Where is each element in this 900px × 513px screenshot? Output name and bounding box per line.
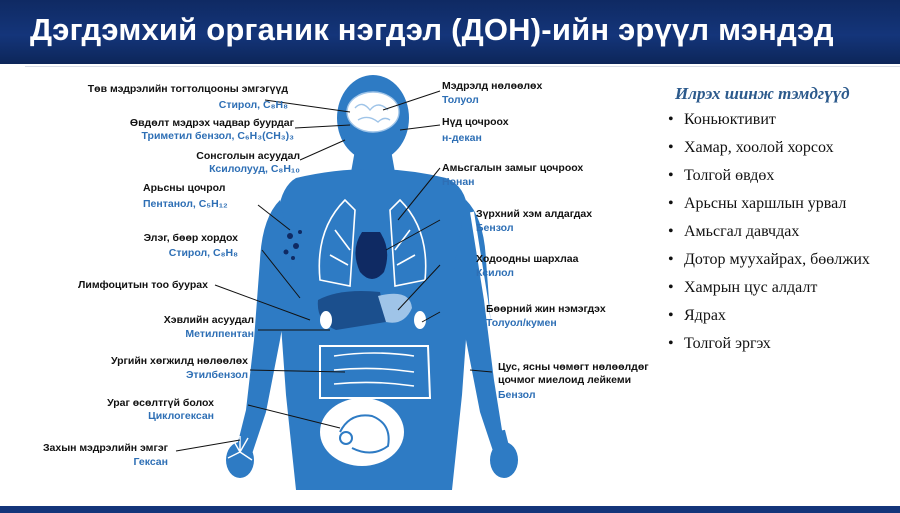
effect-respiratory-label: Амьсгалын замыг цочроох	[442, 162, 584, 174]
effect-cns-label: Төв мэдрэлийн тогтолцооны эмгэгүүд	[87, 83, 288, 95]
effect-growth-label: Ураг өсөлтгүй болох	[107, 397, 214, 409]
effect-hearing-label: Сонсголын асуудал	[196, 150, 300, 162]
effect-lymphocyte-label: Лимфоцитын тоо буурах	[78, 279, 208, 291]
symptom-item: • Коньюктивит	[668, 110, 893, 129]
effect-blood-label: Цус, ясны чөмөгт нөлөөлдөг	[498, 361, 649, 373]
effect-fetal-chemical: Этилбензол	[185, 369, 248, 381]
symptoms-title: Илрэх шинж тэмдгүүд	[675, 84, 850, 103]
effect-fetal-label: Ургийн хөгжилд нөлөөлөх	[110, 355, 248, 367]
page-title: Дэгдэмхий органик нэгдэл (ДОН)-ийн эрүүл мэндэд	[30, 12, 834, 47]
effect-respiratory-chemical: Нонан	[442, 176, 475, 188]
effect-pain-label: Өвдөлт мэдрэх чадвар буурдаг	[129, 117, 294, 129]
effect-liver-chemical: Стирол, C₈H₈	[168, 247, 238, 259]
effect-nerve-chemical: Толуол	[442, 94, 479, 106]
effect-skin-label: Арьсны цочрол	[143, 182, 226, 194]
effect-eye-chemical: н-декан	[442, 132, 482, 144]
footer-bar	[0, 506, 900, 513]
effect-blood-chemical: Бензол	[498, 389, 536, 401]
effect-hearing-chemical: Ксилолууд, C₈H₁₀	[209, 163, 300, 175]
effect-neuropathy-label: Захын мэдрэлийн эмгэг	[42, 442, 168, 454]
symptom-item: • Амьсгал давчдах	[668, 222, 893, 241]
symptom-item: • Толгой эргэх	[668, 334, 893, 353]
effect-kidney-label: Бөөрний жин нэмэгдэх	[486, 303, 606, 315]
effect-eye-label: Нүд цочроох	[442, 116, 509, 128]
effect-abdomen-label: Хэвлийн асуудал	[163, 314, 254, 326]
effect-liver-label: Элэг, бөөр хордох	[143, 232, 238, 244]
heart	[355, 232, 387, 279]
symptom-item: • Ядрах	[668, 306, 893, 325]
effect-heart-chemical: Бензол	[476, 222, 514, 234]
effect-ulcer-chemical: Ксилол	[476, 267, 514, 279]
effect-growth-chemical: Циклогексан	[148, 410, 214, 422]
fetus	[320, 398, 404, 466]
effect-pain-chemical: Триметил бензол, C₆H₃(CH₃)₃	[141, 130, 294, 142]
effect-blood-label-line2: цочмог миелоид лейкеми	[498, 374, 632, 386]
effect-heart-label: Зүрхний хэм алдагдах	[476, 208, 593, 220]
brain	[347, 92, 399, 132]
effect-abdomen-chemical: Метилпентан	[185, 328, 254, 340]
symptom-item: • Дотор муухайрах, бөөлжих	[668, 250, 893, 269]
effect-skin-chemical: Пентанол, C₅H₁₂	[143, 198, 228, 210]
symptom-item: • Арьсны харшлын урвал	[668, 194, 893, 213]
effect-ulcer-label: Ходоодны шархлаа	[476, 253, 579, 265]
effect-kidney-chemical: Толуол/кумен	[486, 317, 557, 329]
symptom-item: • Хамрын цус алдалт	[668, 278, 893, 297]
symptoms-list	[668, 110, 893, 362]
effect-cns-chemical: Стирол, C₈H₈	[218, 99, 288, 111]
symptom-item: • Толгой өвдөх	[668, 166, 893, 185]
effect-neuropathy-chemical: Гексан	[133, 456, 168, 468]
effect-nerve-label: Мэдрэлд нөлөөлөх	[442, 80, 543, 92]
symptom-item: • Хамар, хоолой хорсох	[668, 138, 893, 157]
